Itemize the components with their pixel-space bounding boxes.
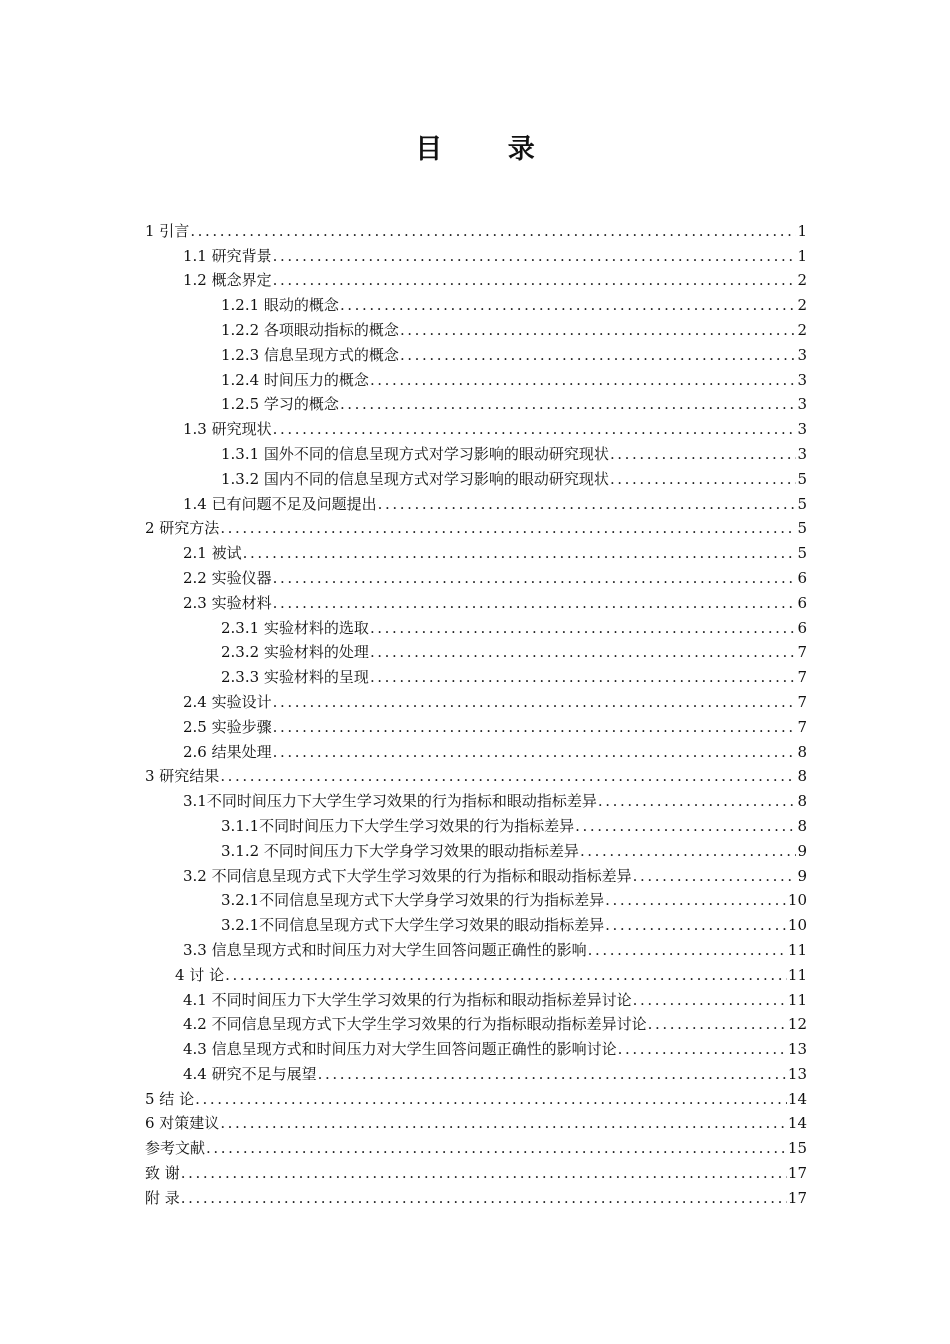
toc-leader-dots bbox=[340, 394, 797, 414]
toc-entry-label: 4.3 信息呈现方式和时间压力对大学生回答问题正确性的影响讨论 bbox=[183, 1040, 617, 1059]
toc-entry-label: 3.3 信息呈现方式和时间压力对大学生回答问题正确性的影响 bbox=[183, 940, 587, 959]
toc-entry-label: 1.4 已有问题不足及问题提出 bbox=[183, 494, 377, 513]
toc-entry-page-number: 8 bbox=[797, 816, 807, 835]
toc-entry[interactable] bbox=[145, 1084, 807, 1109]
toc-entry[interactable] bbox=[145, 1059, 807, 1084]
toc-entry-label: 4.4 研究不足与展望 bbox=[183, 1064, 317, 1083]
toc-leader-dots bbox=[618, 1039, 787, 1059]
toc-leader-dots bbox=[220, 518, 796, 538]
toc-entry-page-number: 6 bbox=[797, 593, 807, 612]
toc-entry[interactable] bbox=[145, 1133, 807, 1158]
toc-entry[interactable] bbox=[145, 390, 807, 415]
toc-entry[interactable] bbox=[145, 588, 807, 613]
toc-entry-label: 3.2 不同信息呈现方式下大学生学习效果的行为指标和眼动指标差异 bbox=[183, 866, 632, 885]
toc-entry-label: 2.3.2 实验材料的处理 bbox=[221, 643, 369, 662]
toc-entry-page-number: 5 bbox=[797, 519, 807, 538]
toc-leader-dots bbox=[610, 469, 797, 489]
toc-leader-dots bbox=[605, 915, 787, 935]
toc-entry[interactable] bbox=[145, 985, 807, 1010]
toc-leader-dots bbox=[580, 841, 797, 861]
toc-entry-page-number: 2 bbox=[797, 271, 807, 290]
toc-entry[interactable] bbox=[145, 340, 807, 365]
toc-leader-dots bbox=[273, 692, 797, 712]
toc-entry-label: 1.2 概念界定 bbox=[183, 271, 272, 290]
toc-entry[interactable] bbox=[145, 638, 807, 663]
toc-entry[interactable] bbox=[145, 315, 807, 340]
toc-leader-dots bbox=[190, 221, 796, 241]
toc-entry-page-number: 2 bbox=[797, 296, 807, 315]
toc-entry-label: 2.3.3 实验材料的呈现 bbox=[221, 668, 369, 687]
toc-entry-page-number: 17 bbox=[787, 1188, 807, 1207]
toc-leader-dots bbox=[243, 543, 797, 563]
table-of-contents bbox=[145, 216, 807, 1208]
toc-leader-dots bbox=[370, 667, 797, 687]
toc-entry-page-number: 13 bbox=[787, 1040, 807, 1059]
toc-leader-dots bbox=[181, 1188, 787, 1208]
toc-entry[interactable] bbox=[145, 563, 807, 588]
toc-entry-label: 1.3.1 国外不同的信息呈现方式对学习影响的眼动研究现状 bbox=[221, 444, 609, 463]
toc-leader-dots bbox=[273, 593, 797, 613]
toc-entry-page-number: 8 bbox=[797, 792, 807, 811]
toc-entry-label: 致 谢 bbox=[145, 1164, 180, 1183]
toc-leader-dots bbox=[575, 816, 796, 836]
toc-entry-page-number: 3 bbox=[797, 370, 807, 389]
toc-entry-label: 2.2 实验仪器 bbox=[183, 568, 272, 587]
toc-leader-dots bbox=[648, 1014, 787, 1034]
toc-entry[interactable] bbox=[145, 241, 807, 266]
toc-entry[interactable] bbox=[145, 514, 807, 539]
toc-entry-page-number: 9 bbox=[797, 866, 807, 885]
toc-leader-dots bbox=[206, 1138, 787, 1158]
toc-entry[interactable] bbox=[145, 1158, 807, 1183]
toc-entry[interactable] bbox=[145, 935, 807, 960]
toc-leader-dots bbox=[400, 345, 797, 365]
toc-leader-dots bbox=[318, 1064, 787, 1084]
toc-leader-dots bbox=[273, 419, 797, 439]
toc-entry[interactable] bbox=[145, 464, 807, 489]
toc-entry-page-number: 8 bbox=[797, 742, 807, 761]
toc-entry-page-number: 5 bbox=[797, 494, 807, 513]
toc-entry-label: 3.1.2 不同时间压力下大学身学习效果的眼动指标差异 bbox=[221, 841, 579, 860]
toc-entry-page-number: 6 bbox=[797, 618, 807, 637]
toc-entry-label: 参考文献 bbox=[145, 1139, 206, 1158]
toc-leader-dots bbox=[273, 568, 797, 588]
toc-leader-dots bbox=[273, 270, 797, 290]
toc-entry-page-number: 14 bbox=[787, 1089, 807, 1108]
toc-entry-page-number: 10 bbox=[787, 916, 807, 935]
toc-leader-dots bbox=[195, 1089, 787, 1109]
toc-entry[interactable] bbox=[145, 836, 807, 861]
toc-entry-page-number: 7 bbox=[797, 643, 807, 662]
toc-entry-page-number: 15 bbox=[787, 1139, 807, 1158]
toc-leader-dots bbox=[370, 370, 797, 390]
toc-entry-page-number: 5 bbox=[797, 544, 807, 563]
toc-leader-dots bbox=[273, 742, 797, 762]
toc-entry[interactable] bbox=[145, 786, 807, 811]
toc-entry-page-number: 1 bbox=[797, 246, 807, 265]
toc-entry[interactable] bbox=[145, 538, 807, 563]
toc-entry-label: 2.3.1 实验材料的选取 bbox=[221, 618, 369, 637]
toc-entry-page-number: 1 bbox=[797, 221, 807, 240]
toc-entry-page-number: 3 bbox=[797, 395, 807, 414]
toc-entry-page-number: 7 bbox=[797, 668, 807, 687]
toc-entry[interactable] bbox=[145, 266, 807, 291]
toc-entry-label: 1.3 研究现状 bbox=[183, 420, 272, 439]
toc-entry-label: 2.1 被试 bbox=[183, 544, 242, 563]
toc-entry[interactable] bbox=[145, 712, 807, 737]
toc-entry[interactable] bbox=[145, 737, 807, 762]
toc-leader-dots bbox=[633, 990, 787, 1010]
toc-entry[interactable] bbox=[145, 811, 807, 836]
toc-entry-page-number: 10 bbox=[787, 891, 807, 910]
toc-entry[interactable] bbox=[145, 1183, 807, 1208]
toc-entry-label: 2.3 实验材料 bbox=[183, 593, 272, 612]
toc-entry-page-number: 3 bbox=[797, 444, 807, 463]
toc-leader-dots bbox=[225, 965, 787, 985]
toc-leader-dots bbox=[370, 618, 797, 638]
toc-entry-label: 4.2 不同信息呈现方式下大学生学习效果的行为指标眼动指标差异讨论 bbox=[183, 1015, 647, 1034]
toc-entry-page-number: 3 bbox=[797, 420, 807, 439]
toc-entry-label: 1.3.2 国内不同的信息呈现方式对学习影响的眼动研究现状 bbox=[221, 469, 609, 488]
toc-entry-page-number: 6 bbox=[797, 568, 807, 587]
toc-entry-label: 1 引言 bbox=[145, 221, 190, 240]
toc-entry-label: 3 研究结果 bbox=[145, 767, 220, 786]
toc-entry-page-number: 13 bbox=[787, 1064, 807, 1083]
toc-entry[interactable] bbox=[145, 365, 807, 390]
toc-leader-dots bbox=[633, 866, 797, 886]
toc-leader-dots bbox=[273, 246, 797, 266]
toc-entry[interactable] bbox=[145, 886, 807, 911]
toc-entry-page-number: 11 bbox=[787, 990, 807, 1009]
toc-entry-label: 3.2.1不同信息呈现方式下大学生学习效果的眼动指标差异 bbox=[221, 916, 605, 935]
toc-entry[interactable] bbox=[145, 414, 807, 439]
toc-entry-label: 5 结 论 bbox=[145, 1089, 195, 1108]
toc-entry-page-number: 7 bbox=[797, 692, 807, 711]
toc-entry-page-number: 17 bbox=[787, 1164, 807, 1183]
toc-leader-dots bbox=[220, 1113, 787, 1133]
toc-entry-label: 4.1 不同时间压力下大学生学习效果的行为指标和眼动指标差异讨论 bbox=[183, 990, 632, 1009]
toc-entry[interactable] bbox=[145, 290, 807, 315]
toc-entry-page-number: 11 bbox=[787, 965, 807, 984]
toc-entry[interactable] bbox=[145, 762, 807, 787]
toc-entry[interactable] bbox=[145, 960, 807, 985]
toc-leader-dots bbox=[588, 940, 787, 960]
toc-leader-dots bbox=[340, 295, 797, 315]
toc-entry-label: 1.2.4 时间压力的概念 bbox=[221, 370, 369, 389]
toc-entry-page-number: 9 bbox=[797, 841, 807, 860]
toc-entry-label: 2.5 实验步骤 bbox=[183, 717, 272, 736]
toc-entry-page-number: 2 bbox=[797, 320, 807, 339]
toc-entry[interactable] bbox=[145, 216, 807, 241]
toc-entry[interactable] bbox=[145, 1109, 807, 1134]
toc-entry-page-number: 11 bbox=[787, 940, 807, 959]
toc-leader-dots bbox=[605, 890, 787, 910]
toc-entry-label: 1.2.1 眼动的概念 bbox=[221, 296, 339, 315]
toc-entry[interactable] bbox=[145, 687, 807, 712]
toc-leader-dots bbox=[220, 766, 796, 786]
toc-entry[interactable] bbox=[145, 613, 807, 638]
toc-entry-label: 2.6 结果处理 bbox=[183, 742, 272, 761]
toc-leader-dots bbox=[400, 320, 797, 340]
toc-entry-page-number: 14 bbox=[787, 1114, 807, 1133]
toc-entry-page-number: 5 bbox=[797, 469, 807, 488]
page-title: 目 录 bbox=[415, 134, 563, 165]
toc-entry[interactable] bbox=[145, 910, 807, 935]
toc-entry[interactable] bbox=[145, 662, 807, 687]
toc-leader-dots bbox=[181, 1163, 787, 1183]
toc-entry-label: 1.1 研究背景 bbox=[183, 246, 272, 265]
toc-entry-page-number: 8 bbox=[797, 767, 807, 786]
toc-entry-label: 附 录 bbox=[145, 1188, 180, 1207]
toc-entry-label: 1.2.5 学习的概念 bbox=[221, 395, 339, 414]
toc-leader-dots bbox=[378, 494, 797, 514]
toc-entry-page-number: 3 bbox=[797, 345, 807, 364]
toc-entry-label: 3.1.1不同时间压力下大学生学习效果的行为指标差异 bbox=[221, 816, 575, 835]
toc-leader-dots bbox=[273, 717, 797, 737]
toc-entry-page-number: 7 bbox=[797, 717, 807, 736]
toc-entry-page-number: 12 bbox=[787, 1015, 807, 1034]
toc-entry-label: 1.2.3 信息呈现方式的概念 bbox=[221, 345, 399, 364]
toc-entry[interactable] bbox=[145, 1034, 807, 1059]
toc-leader-dots bbox=[598, 791, 797, 811]
toc-entry[interactable] bbox=[145, 489, 807, 514]
toc-entry[interactable] bbox=[145, 861, 807, 886]
toc-entry-label: 2.4 实验设计 bbox=[183, 692, 272, 711]
toc-entry-label: 1.2.2 各项眼动指标的概念 bbox=[221, 320, 399, 339]
toc-entry-label: 6 对策建议 bbox=[145, 1114, 220, 1133]
toc-leader-dots bbox=[370, 642, 797, 662]
toc-entry-label: 2 研究方法 bbox=[145, 519, 220, 538]
toc-entry-label: 3.1不同时间压力下大学生学习效果的行为指标和眼动指标差异 bbox=[183, 792, 597, 811]
toc-leader-dots bbox=[610, 444, 797, 464]
toc-entry[interactable] bbox=[145, 439, 807, 464]
toc-entry-label: 3.2.1不同信息呈现方式下大学身学习效果的行为指标差异 bbox=[221, 891, 605, 910]
toc-entry[interactable] bbox=[145, 1010, 807, 1035]
toc-entry-label: 4 讨 论 bbox=[175, 965, 225, 984]
